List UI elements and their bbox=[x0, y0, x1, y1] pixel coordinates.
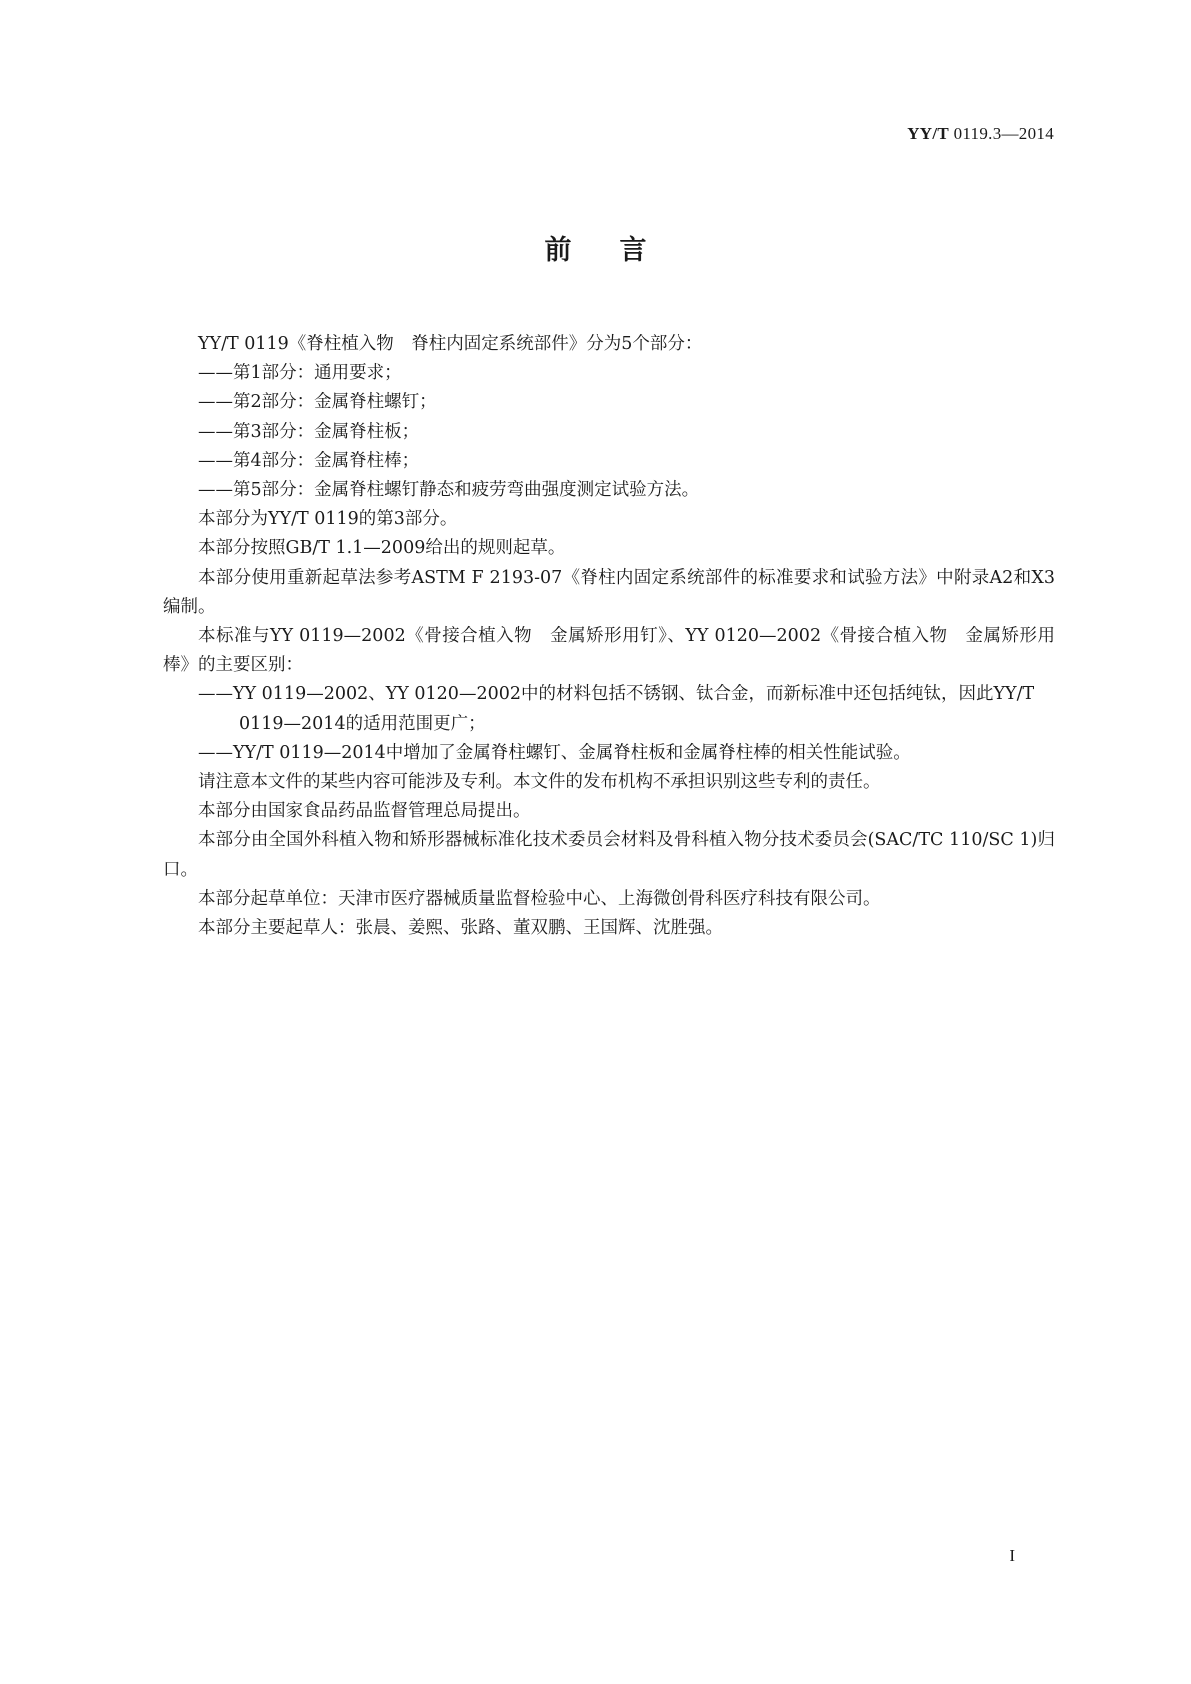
paragraph-patent: 请注意本文件的某些内容可能涉及专利。本文件的发布机构不承担识别这些专利的责任。 bbox=[198, 772, 881, 793]
list-item-part4: ——第4部分：金属脊柱棒； bbox=[198, 450, 420, 471]
list-item-part5: ——第5部分：金属脊柱螺钉静态和疲劳弯曲强度测定试验方法。 bbox=[198, 480, 700, 501]
page-number: I bbox=[1009, 1546, 1015, 1565]
document-code-number: 0119.3—2014 bbox=[953, 124, 1054, 143]
page-title bbox=[0, 228, 1191, 267]
paragraph-centralized: 本部分由全国外科植入物和矫形器械标准化技术委员会材料及骨科植入物分技术委员会(SAC/TC 110/SC 1)归口。 bbox=[163, 830, 1055, 880]
document-code bbox=[907, 124, 1054, 144]
paragraph-drafters: 本部分主要起草人：张晨、姜熙、张路、董双鹏、王国辉、沈胜强。 bbox=[198, 918, 723, 939]
preface-body bbox=[163, 330, 1055, 943]
title-char-2: 言 bbox=[619, 235, 647, 266]
list-item-diff2: ——YY/T 0119—2014中增加了金属脊柱螺钉、金属脊柱板和金属脊柱棒的相关性能试验。 bbox=[198, 742, 911, 763]
list-item-diff1: ——YY 0119—2002、YY 0120—2002中的材料包括不锈钢、钛合金，而新标准中还包括纯钛，因此YY/T 0119—2014的适用范围更广； bbox=[198, 684, 1035, 734]
paragraph-this-part: 本部分为YY/T 0119的第3部分。 bbox=[198, 509, 458, 530]
list-item-part3: ——第3部分：金属脊柱板； bbox=[198, 421, 420, 442]
list-item-part2: ——第2部分：金属脊柱螺钉； bbox=[198, 392, 437, 413]
list-item-part1: ——第1部分：通用要求； bbox=[198, 363, 402, 384]
paragraph-drafted-by: 本部分按照GB/T 1.1—2009给出的规则起草。 bbox=[198, 538, 566, 559]
paragraph-proposed: 本部分由国家食品药品监督管理总局提出。 bbox=[198, 801, 531, 822]
title-char-1: 前 bbox=[544, 235, 572, 266]
paragraph-intro: YY/T 0119《脊柱植入物 脊柱内固定系统部件》分为5个部分： bbox=[198, 334, 703, 354]
document-code-prefix: YY/T bbox=[907, 124, 950, 143]
paragraph-differences: 本标准与YY 0119—2002《骨接合植入物 金属矫形用钉》、YY 0120—2002《骨接合植入物 金属矫形用棒》的主要区别： bbox=[163, 626, 1055, 676]
paragraph-drafting-units: 本部分起草单位：天津市医疗器械质量监督检验中心、上海微创骨科医疗科技有限公司。 bbox=[198, 888, 881, 909]
paragraph-redraft: 本部分使用重新起草法参考ASTM F 2193-07《脊柱内固定系统部件的标准要求和试验方法》中附录A2和X3编制。 bbox=[163, 567, 1055, 617]
